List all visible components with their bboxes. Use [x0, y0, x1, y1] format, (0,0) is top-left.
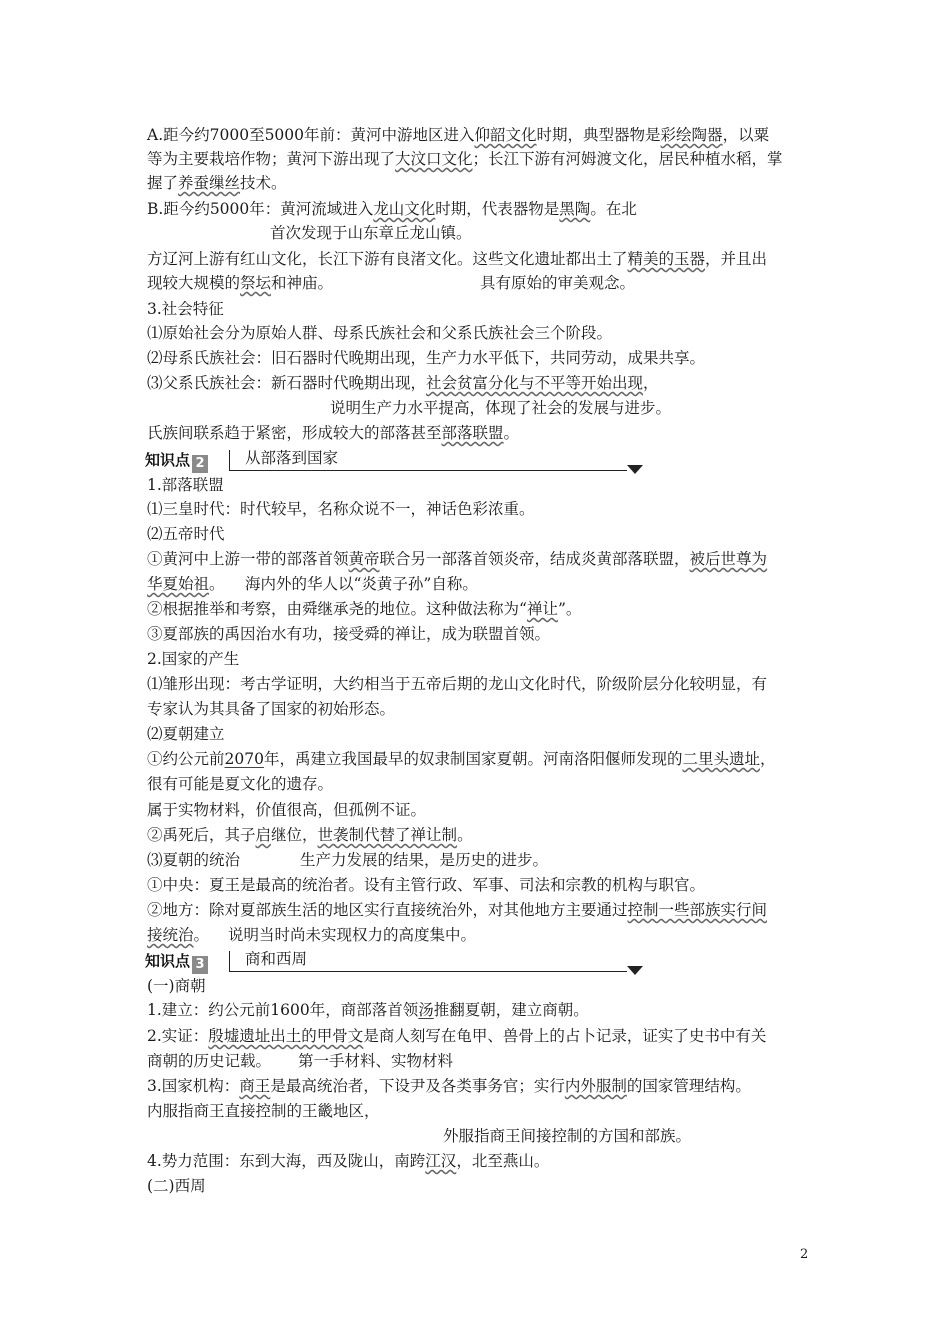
- triangle-arrow-icon: [627, 966, 643, 975]
- text-run: 。在北: [590, 200, 637, 218]
- text-line: [147, 999, 589, 1021]
- text-run: 时期，典型器物是: [536, 126, 661, 144]
- text-run: 。: [209, 575, 225, 593]
- text-run: 4.势力范围：东到大海，西及陇山，南跨: [147, 1152, 426, 1170]
- text-line: [147, 648, 239, 670]
- underlined-term: 社会贫富分化与不平等开始出现: [426, 374, 644, 392]
- text-run: 1.部落联盟: [147, 476, 224, 494]
- text-run: 专家认为其具备了国家的初始形态。: [147, 700, 396, 718]
- text-run: 氏族间联系趋于紧密，形成较大的部落甚至: [147, 424, 442, 442]
- underlined-term: 被后世尊为: [689, 550, 768, 568]
- text-line: [147, 673, 767, 695]
- text-line: [147, 347, 705, 369]
- section-divider-bar: [229, 951, 230, 971]
- text-run: ，: [760, 750, 776, 768]
- underlined-term: 内外服制: [564, 1077, 627, 1095]
- text-line: [330, 397, 671, 419]
- text-line: [147, 1075, 751, 1097]
- text-run: 海内外的华人以“炎黄子孙”自称。: [245, 575, 478, 593]
- text-line: [147, 474, 224, 496]
- text-line: [245, 573, 478, 595]
- text-run: ②地方：除对夏部族生活的地区实行直接统治外，对其他地方主要通过: [147, 901, 628, 919]
- section-header-knowledge-2: [145, 448, 640, 474]
- text-line: [147, 272, 333, 294]
- underlined-term: 黑陶: [559, 200, 591, 218]
- text-run: ；长江下游有河姆渡文化，居民种植水稻，掌: [472, 150, 783, 168]
- text-run: 继位，: [271, 826, 318, 844]
- text-line: [147, 899, 767, 921]
- text-line: [147, 1025, 766, 1047]
- text-line: [228, 924, 476, 946]
- underlined-term: 黄帝: [348, 550, 380, 568]
- text-run: 是商人刻写在龟甲、兽骨上的占卜记录，证实了史书中有关: [363, 1027, 767, 1045]
- text-line: [147, 523, 225, 545]
- text-line: [147, 598, 581, 620]
- text-line: [147, 773, 333, 795]
- text-run: ⑵母系氏族社会：旧石器时代晚期出现，生产力水平低下，共同劳动，成果共享。: [147, 349, 706, 367]
- text-line: [147, 698, 395, 720]
- badge-number: 3: [192, 956, 208, 974]
- text-run: ①约公元前: [147, 750, 225, 768]
- text-line: [147, 1150, 549, 1172]
- text-run: ，北至燕山。: [456, 1152, 550, 1170]
- text-run: 方辽河上游有红山文化，长江下游有良渚文化。这些文化遗址都出土了: [147, 250, 628, 268]
- underlined-term: 殷墟遗址出土的甲骨文: [208, 1027, 364, 1045]
- text-run: 2.实证：: [147, 1027, 209, 1045]
- text-run: 属于实物材料，价值很高，但孤例不证。: [147, 801, 427, 819]
- text-run: ②根据推举和考察，由舜继承尧的地位。这种做法称为“: [147, 600, 527, 618]
- text-run: 的国家管理结构。: [626, 1077, 751, 1095]
- text-run: 第一手材料、实物材料: [298, 1052, 454, 1070]
- knowledge-point-badge: [145, 450, 208, 473]
- section-rule: [229, 470, 627, 471]
- section-title: 商和西周: [245, 950, 308, 968]
- text-run: 外服指商王间接控制的方国和部族。: [443, 1127, 692, 1145]
- text-run: 和神庙。: [271, 274, 334, 292]
- text-line: [147, 1175, 206, 1197]
- underlined-term: 精美的玉器: [627, 250, 706, 268]
- underlined-term: 控制一些部族实行间: [627, 901, 768, 919]
- text-run: ⑴原始社会分为原始人群、母系氏族社会和父系氏族社会三个阶段。: [147, 324, 613, 342]
- underlined-term: 启: [255, 826, 272, 844]
- text-run: ①中央：夏王是最高的统治者。设有主管行政、军事、司法和宗教的机构与职官。: [147, 876, 706, 894]
- text-line: [147, 172, 287, 194]
- text-run: (二)西周: [147, 1177, 206, 1195]
- underlined-term: 祭坛: [240, 274, 272, 292]
- text-run: ①黄河中上游一带的部落首领: [147, 550, 349, 568]
- text-line: [298, 1050, 453, 1072]
- text-run: 1.建立：约公元前1600年，商部落首领: [147, 1001, 419, 1019]
- text-run: ②禹死后，其子: [147, 826, 256, 844]
- text-run: 说明生产力水平提高，体现了社会的发展与进步。: [330, 399, 672, 417]
- triangle-arrow-icon: [627, 465, 643, 474]
- text-line: [147, 874, 705, 896]
- text-run: ⑴三皇时代：时代较早，名称众说不一，神话色彩浓重。: [147, 500, 535, 518]
- text-run: 首次发现于山东章丘龙山镇。: [270, 224, 472, 242]
- badge-number: 2: [192, 455, 208, 473]
- text-line: [147, 623, 550, 645]
- text-run: 联合另一部落首领炎帝，结成炎黄部落联盟，: [379, 550, 690, 568]
- text-line: [147, 422, 519, 444]
- underlined-term: 大汶口文化: [395, 150, 473, 168]
- text-run: 现较大规模的: [147, 274, 241, 292]
- text-run: A.距今约7000至5000年前：黄河中游地区进入: [147, 126, 475, 144]
- underlined-term: 汤: [418, 1001, 434, 1019]
- section-rule: [229, 971, 627, 972]
- section-title: 从部落到国家: [245, 449, 339, 467]
- text-run: ，并且出: [705, 250, 768, 268]
- text-run: ”。: [557, 600, 582, 618]
- text-line: [147, 1100, 380, 1122]
- text-line: [147, 849, 240, 871]
- text-run: ⑴雏形出现：考古学证明，大约相当于五帝后期的龙山文化时代，阶级阶层分化较明显，有: [147, 675, 768, 693]
- text-run: ⑵夏朝建立: [147, 725, 225, 743]
- text-run: 年，禹建立我国最早的奴隶制国家夏朝。河南洛阳偃师发现的: [263, 750, 683, 768]
- text-run: B.距今约5000年：黄河流域进入: [147, 200, 374, 218]
- text-run: 推翻夏朝，建立商朝。: [433, 1001, 589, 1019]
- page-number: 2: [800, 1247, 809, 1262]
- text-run: ③夏部族的禹因治水有功，接受舜的禅让，成为联盟首领。: [147, 625, 551, 643]
- badge-label: 知识点: [145, 952, 191, 970]
- underlined-term: 江汉: [425, 1152, 457, 1170]
- text-run: 是最高统治者，下设尹及各类事务官；实行: [270, 1077, 565, 1095]
- text-line: [147, 148, 783, 170]
- underlined-term: 部落联盟: [441, 424, 504, 442]
- knowledge-point-badge: [145, 951, 208, 974]
- text-run: 内服指商王直接控制的王畿地区，: [147, 1102, 380, 1120]
- text-run: 很有可能是夏文化的遗存。: [147, 775, 334, 793]
- text-run: ⑶夏朝的统治: [147, 851, 241, 869]
- text-run: 生产力发展的结果，是历史的进步。: [300, 851, 549, 869]
- underlined-term: 商王: [239, 1077, 271, 1095]
- badge-label: 知识点: [145, 451, 191, 469]
- text-run: (一)商朝: [147, 977, 206, 995]
- text-line: [147, 248, 767, 270]
- text-line: [147, 1050, 271, 1072]
- section-header-knowledge-3: [145, 949, 640, 975]
- underlined-term: 禅让: [526, 600, 558, 618]
- underlined-term: 华夏始祖: [147, 575, 210, 593]
- text-run: ⑶父系氏族社会：新石器时代晚期出现，: [147, 374, 427, 392]
- text-line: [147, 124, 769, 146]
- text-line: [147, 824, 473, 846]
- text-line: [300, 849, 548, 871]
- text-line: [147, 298, 224, 320]
- text-run: ⑵五帝时代: [147, 525, 225, 543]
- text-run: 3.国家机构：: [147, 1077, 240, 1095]
- text-line: [147, 498, 535, 520]
- text-line: [147, 748, 776, 770]
- underlined-term: 仰韶文化: [474, 126, 537, 144]
- underlined-term: 彩绘陶器: [660, 126, 723, 144]
- text-run: 说明当时尚未实现权力的高度集中。: [228, 926, 477, 944]
- underlined-term: 龙山文化: [373, 200, 436, 218]
- underlined-term: 2070: [224, 750, 264, 768]
- text-line: [147, 924, 209, 946]
- text-run: 。: [457, 826, 473, 844]
- text-run: ，以粟: [722, 126, 770, 144]
- text-run: 。: [193, 926, 210, 944]
- text-run: 。: [503, 424, 520, 442]
- text-run: 商朝的历史记载。: [147, 1052, 272, 1070]
- text-line: [147, 975, 206, 997]
- text-run: 3.社会特征: [147, 300, 224, 318]
- text-line: [147, 372, 659, 394]
- text-run: 具有原始的审美观念。: [480, 274, 636, 292]
- text-line: [480, 272, 635, 294]
- text-run: 2.国家的产生: [147, 650, 240, 668]
- text-run: ，: [643, 374, 659, 392]
- text-line: [147, 723, 225, 745]
- text-line: [147, 573, 225, 595]
- text-line: [147, 799, 426, 821]
- underlined-term: 二里头遗址: [682, 750, 760, 768]
- text-run: 时期，代表器物是: [435, 200, 560, 218]
- underlined-term: 世袭制代替了禅让制: [317, 826, 458, 844]
- text-run: 等为主要栽培作物；黄河下游出现了: [147, 150, 396, 168]
- underlined-term: 养蚕缫丝: [178, 174, 241, 192]
- section-divider-bar: [229, 450, 230, 470]
- text-line: [443, 1125, 691, 1147]
- text-line: [147, 198, 637, 220]
- text-line: [147, 548, 767, 570]
- text-line: [270, 222, 472, 244]
- underlined-term: 接统治: [147, 926, 194, 944]
- text-run: 技术。: [240, 174, 287, 192]
- text-run: 握了: [147, 174, 179, 192]
- text-line: [147, 322, 612, 344]
